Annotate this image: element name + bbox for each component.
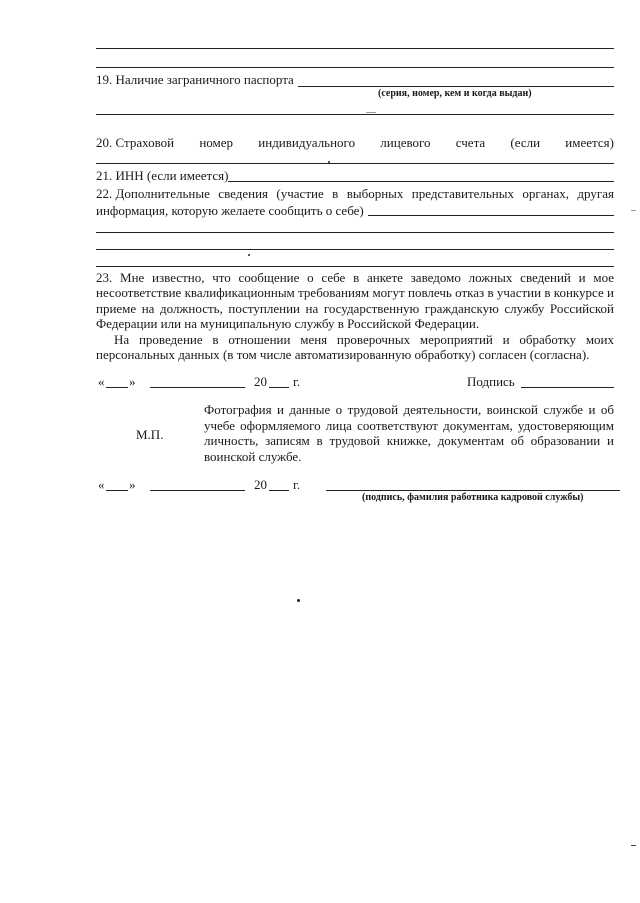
blank-line[interactable] xyxy=(96,67,614,68)
passport-field[interactable] xyxy=(298,86,614,87)
item22-word: представительных xyxy=(411,186,515,201)
blank-line[interactable] xyxy=(96,48,614,49)
stamp-label: М.П. xyxy=(136,427,164,442)
scan-mark xyxy=(366,112,376,113)
item20-word: счета xyxy=(455,135,486,150)
scan-speck xyxy=(328,161,330,163)
item22-word: другая xyxy=(577,186,614,201)
date-close-quote: » xyxy=(129,477,136,492)
additional-info-line[interactable] xyxy=(96,266,614,267)
item22-word: органах, xyxy=(522,186,570,201)
additional-info-line[interactable] xyxy=(96,249,614,250)
item21-label: 21. ИНН (если имеется) xyxy=(96,168,229,183)
item19-label: 19. Наличие заграничного паспорта xyxy=(96,72,294,87)
date-open-quote: « xyxy=(98,374,105,389)
item22-word: сведения xyxy=(218,186,269,201)
item23-line: несоответствие квалификационным требованиям могут повлечь отказ в участии в конкурсе и xyxy=(96,285,614,301)
year-prefix: 20 xyxy=(254,374,267,389)
snils-field[interactable] xyxy=(96,163,614,164)
item22-word: (участие xyxy=(276,186,324,201)
date-month-field[interactable] xyxy=(150,387,245,388)
date-close-quote: » xyxy=(129,374,136,389)
date-open-quote: « xyxy=(98,477,105,492)
blank-line[interactable] xyxy=(96,114,614,115)
photo-note-line: учебе оформляемого лица соответствуют документам, удостоверяющим xyxy=(204,417,614,433)
inn-field[interactable] xyxy=(228,181,614,182)
date-month-field[interactable] xyxy=(150,490,245,491)
photo-note-line: Фотография и данные о трудовой деятельности, воинской службе и об xyxy=(204,402,614,417)
consent-line: персональных данных (в том числе автоматизированную обработку) согласен (согласна). xyxy=(96,347,590,363)
additional-info-field[interactable] xyxy=(368,215,614,216)
date-day-field[interactable] xyxy=(106,490,128,491)
item22-label-line1 xyxy=(96,186,614,201)
date-year-field[interactable] xyxy=(269,387,289,388)
passport-field-caption: (серия, номер, кем и когда выдан) xyxy=(378,88,532,99)
item20-word: индивидуального xyxy=(258,135,356,150)
date-year-field[interactable] xyxy=(269,490,289,491)
item22-label-line2: информация, которую желаете сообщить о себе) xyxy=(96,203,364,218)
item23-text xyxy=(96,270,614,332)
photo-note-line: воинской службе. xyxy=(204,448,302,464)
item20-word: номер xyxy=(199,135,234,150)
year-suffix: г. xyxy=(293,477,301,492)
scan-mark xyxy=(631,845,636,846)
item20-word: имеется) xyxy=(565,135,614,150)
item20-word: лицевого xyxy=(380,135,431,150)
consent-text xyxy=(96,332,614,363)
photo-note xyxy=(204,402,614,464)
scan-speck xyxy=(297,599,300,602)
hr-signature-caption: (подпись, фамилия работника кадровой службы) xyxy=(362,492,584,503)
hr-signature-field[interactable] xyxy=(326,490,620,491)
date-day-field[interactable] xyxy=(106,387,128,388)
scan-speck xyxy=(248,254,250,256)
additional-info-line[interactable] xyxy=(96,232,614,233)
item22-word: 22. Дополнительные xyxy=(96,186,210,201)
scan-mark xyxy=(631,210,636,211)
item23-line: Федерации или на муниципальную службу в Российской Федерации. xyxy=(96,316,480,332)
consent-line: На проведение в отношении меня проверочных мероприятий и обработку моих xyxy=(114,332,614,347)
photo-note-line: личность, записям в трудовой книжке, документам об образовании и xyxy=(204,433,614,449)
item23-line: 23. Мне известно, что сообщение о себе в анкете заведомо ложных сведений и мое xyxy=(96,270,614,285)
item20-word: 20. Страховой xyxy=(96,135,175,150)
signature-label: Подпись xyxy=(467,374,515,389)
item23-line: приеме на должность, поступлении на государственную гражданскую службу Российской xyxy=(96,300,614,316)
signature-field[interactable] xyxy=(521,387,614,388)
item20-word: (если xyxy=(510,135,541,150)
item20-label xyxy=(96,135,614,150)
year-suffix: г. xyxy=(293,374,301,389)
item22-word: выборных xyxy=(346,186,404,201)
year-prefix: 20 xyxy=(254,477,267,492)
item22-word: в xyxy=(332,186,339,201)
